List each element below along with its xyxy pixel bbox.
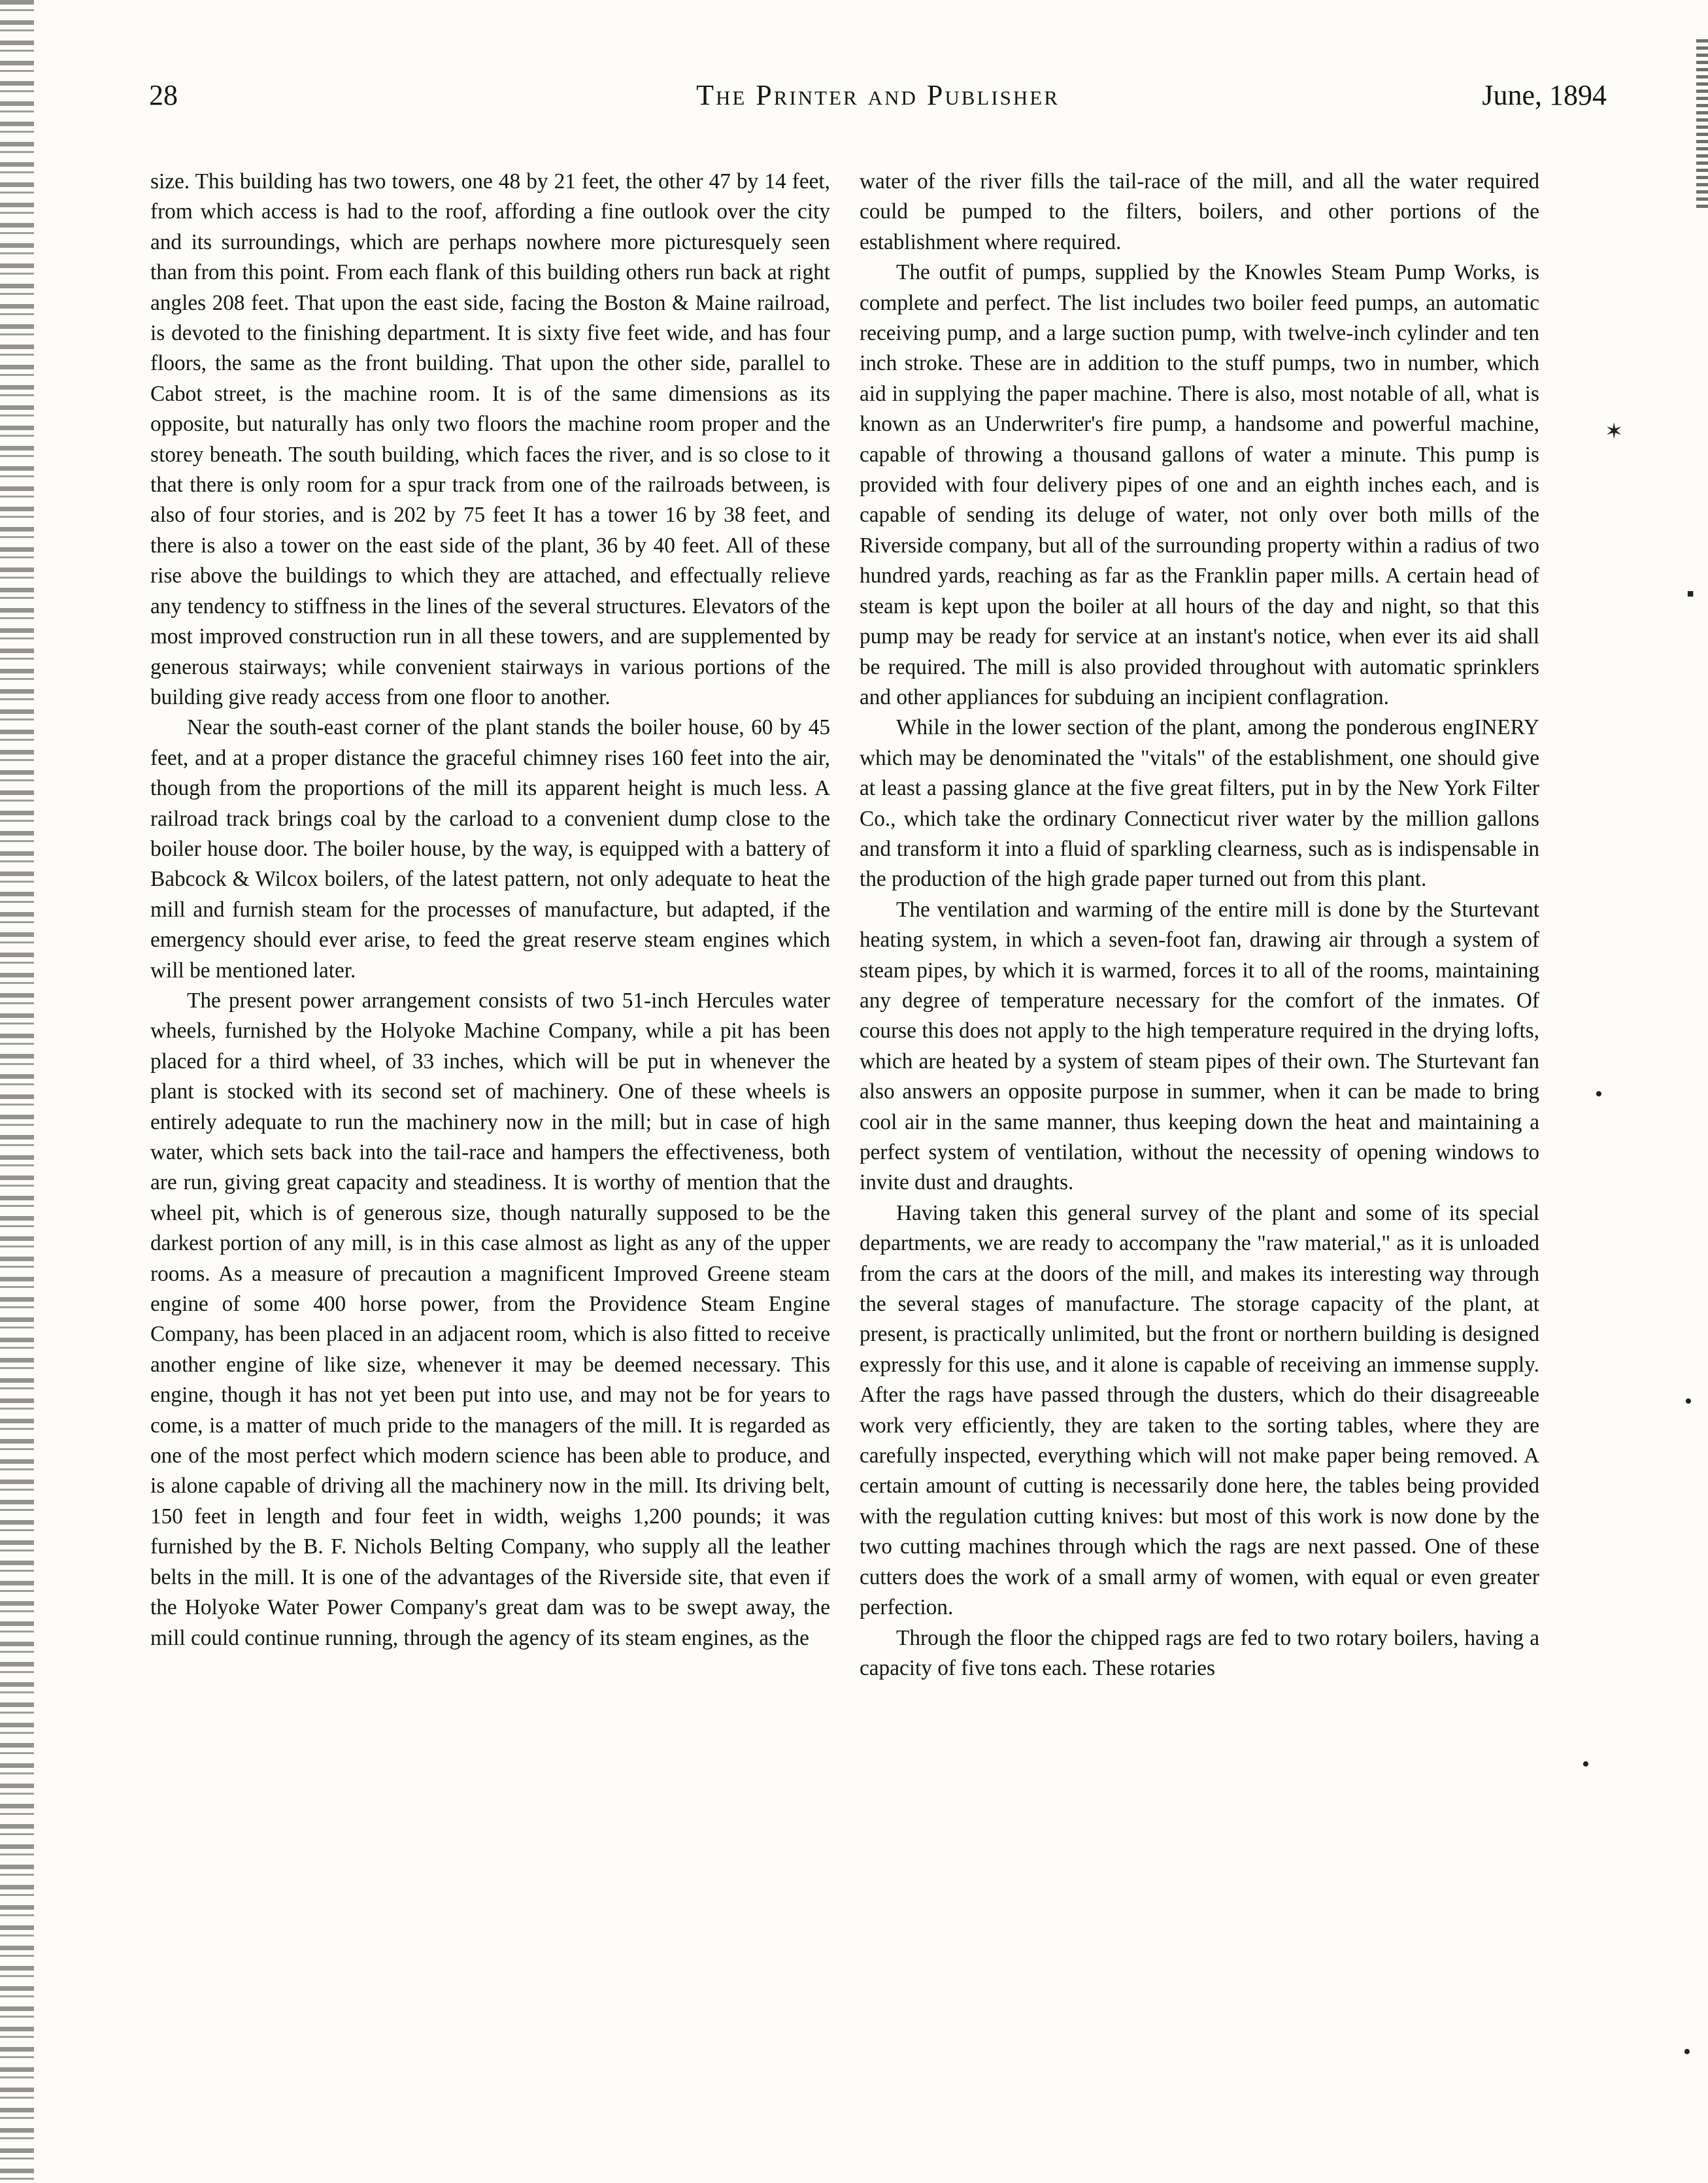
scan-speck: ▪	[1686, 582, 1695, 606]
paragraph: Near the south-east corner of the plant stands the boiler house, 60 by 45 feet, and at a proper distance the graceful chimney rises 160 feet into the air, though from the proportions of the mill its apparent height is much less. A railroad track brings coal by the carload to a convenient dump close to the boiler house door. The boiler house, by the way, is equipped with a battery of Babcock & Wilcox boilers, of the latest pattern, not only adequate to heat the mill and furnish steam for the processes of manufacture, but adapted, if the emergency should ever arise, to feed the great reserve steam engines which will be mentioned later.	[150, 715, 830, 983]
paragraph: water of the river fills the tail-race of the mill, and all the water required could be pumped to the filters, boilers, and other portions of the establishment where required.	[860, 169, 1539, 254]
scan-edge-left	[0, 0, 34, 2183]
page-header	[149, 78, 1607, 124]
paragraph: The present power arrangement consists of two 51-inch Hercules water wheels, furnished by the Holyoke Machine Company, while a pit has been placed for a third wheel, of 33 inches, which will be put in whenever the plant is stocked with its second set of machinery. One of these wheels is entirely adequate to run the machinery now in the mill; but in case of high water, which sets back into the tail-race and hampers the effectiveness, both are run, giving great capacity and steadiness. It is worthy of mention that the wheel pit, which is of generous size, though naturally supposed to be the darkest portion of any mill, is in this case almost as light as any of the upper rooms. As a measure of precaution a magnificent Improved Greene steam engine of some 400 horse power, from the Providence Steam Engine Company, has been placed in an adjacent room, which is also fitted to receive another engine of like size, whenever it may be deemed necessary. This engine, though it has not yet been put into use, and may not be for years to come, is a matter of much pride to the managers of the mill. It is regarded as one of the most perfect which modern science has been able to produce, and is alone capable of driving all the machinery now in the mill. Its driving belt, 150 feet in length and four feet in width, weighs 1,200 pounds; it was furnished by the B. F. Nichols Belting Company, who supply all the leather belts in the mill. It is one of the advantages of the Riverside site, that even if the Holyoke Water Power Company's great dam was to be swept away, the mill could continue running, through the agency of its steam engines, as the	[150, 988, 830, 1650]
right-column	[860, 167, 1539, 1684]
paragraph: Through the floor the chipped rags are fed to two rotary boilers, having a capacity of five tons each. These rotaries	[860, 1625, 1539, 1680]
scan-speck: •	[1683, 2040, 1691, 2064]
paragraph: While in the lower section of the plant, among the ponderous engINERY which may be denominated the "vitals" of the establishment, one should give at least a passing glance at the five great filters, put in by the New York Filter Co., which take the ordinary Connecticut river water by the million gallons and transform it into a fluid of sparkling clearness, such as is indispensable in the production of the high grade paper turned out from this plant.	[860, 715, 1539, 892]
scan-speck: •	[1582, 1752, 1590, 1776]
scan-edge-right	[1696, 39, 1708, 209]
scan-speck: ✶	[1605, 420, 1624, 444]
issue-date: June, 1894	[1482, 79, 1607, 111]
paragraph: The outfit of pumps, supplied by the Knowles Steam Pump Works, is complete and perfect. The list includes two boiler feed pumps, an automatic receiving pump, and a large suction pump, with twelve-inch cylinder and ten inch stroke. These are in addition to the stuff pumps, two in number, which aid in supplying the paper machine. There is also, most notable of all, what is known as an Underwriter's fire pump, a handsome and powerful machine, capable of throwing a thousand gallons of water a minute. This pump is provided with four delivery pipes of one and an eighth inches each, and is capable of sending its deluge of water, not only over both mills of the Riverside company, but all of the surrounding property within a radius of two hundred yards, reaching as far as the Franklin paper mills. A certain head of steam is kept upon the boiler at all hours of the day and night, so that this pump may be ready for service at an instant's notice, when ever its aid shall be required. The mill is also provided throughout with automatic sprinklers and other appliances for subduing an incipient conflagration.	[860, 260, 1539, 709]
running-title: The Printer and Publisher	[696, 79, 1060, 111]
page-number: 28	[149, 79, 178, 111]
paragraph: The ventilation and warming of the entire mill is done by the Sturtevant heating system, in which a seven-foot fan, drawing air through a system of steam pipes, by which it is warmed, forces it to all of the rooms, maintaining any degree of temperature necessary for the comfort of the inmates. Of course this does not apply to the high temperature required in the drying lofts, which are heated by a system of steam pipes of their own. The Sturtevant fan also answers an opposite purpose in summer, when it can be made to bring cool air in the same manner, thus keeping down the heat and maintaining a perfect system of ventilation, without the necessity of opening windows to invite dust and draughts.	[860, 897, 1539, 1195]
scan-speck: •	[1684, 1389, 1692, 1413]
left-column	[150, 167, 830, 1653]
paragraph: size. This building has two towers, one 48 by 21 feet, the other 47 by 14 feet, from which access is had to the roof, affording a fine outlook over the city and its surroundings, which are perhaps nowhere more picturesquely seen than from this point. From each flank of this building others run back at right angles 208 feet. That upon the east side, facing the Boston & Maine railroad, is devoted to the finishing department. It is sixty five feet wide, and has four floors, the same as the front building. That upon the other side, parallel to Cabot street, is the machine room. It is of the same dimensions as its opposite, but naturally has only two floors the machine room proper and the storey beneath. The south building, which faces the river, and is so close to it that there is only room for a spur track from one of the railroads between, is also of four stories, and is 202 by 75 feet It has a tower 16 by 38 feet, and there is also a tower on the east side of the plant, 36 by 40 feet. All of these rise above the buildings to which they are attached, and effectually relieve any tendency to stiffness in the lines of the several structures. Elevators of the most improved construction run in all these towers, and are supplemented by generous stairways; while convenient stairways in various portions of the building give ready access from one floor to another.	[150, 169, 830, 709]
paragraph: Having taken this general survey of the plant and some of its special departments, we are ready to accompany the "raw material," as it is unloaded from the cars at the doors of the mill, and makes its interesting way through the several stages of manufacture. The storage capacity of the plant, at present, is practically unlimited, but the front or northern building is designed expressly for this use, and it alone is capable of receiving an immense supply. After the rags have passed through the dusters, which do their disagreeable work very efficiently, they are taken to the sorting tables, where they are carefully inspected, everything which will not make paper being removed. A certain amount of cutting is necessarily done here, the tables being provided with the regulation cutting knives: but most of this work is now done by the two cutting machines through which the rags are next passed. One of these cutters does the work of a small army of women, with equal or even greater perfection.	[860, 1200, 1539, 1620]
scan-speck: •	[1595, 1082, 1603, 1106]
